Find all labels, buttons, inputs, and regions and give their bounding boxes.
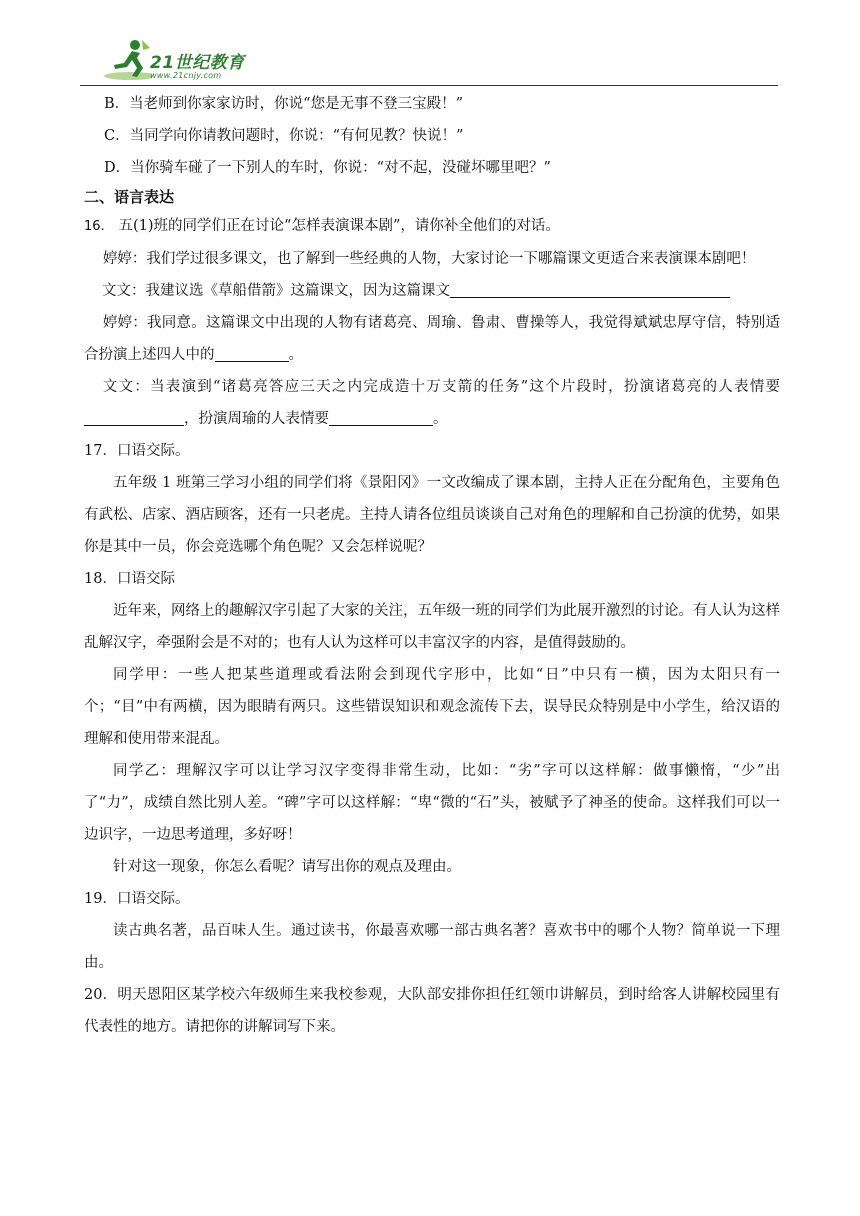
answer-blank[interactable] — [450, 281, 730, 298]
q18-paragraph-3: 同学乙：理解汉字可以让学习汉字变得非常生动，比如：“劣”字可以这样解：做事懒惰，“少”出了“力”，成绩自然比别人差。“碑”字可以这样解：“卑“微的“石”头，被赋予了神圣的使命。这样我们可以一边识字，一边思考道理，多好呀！ — [84, 763, 780, 843]
logo-url: www.21cnjy.com — [150, 71, 222, 80]
page-header — [80, 38, 778, 86]
q16-dialog-4-text-b: ，扮演周瑜的人表情要 — [184, 411, 329, 427]
answer-blank[interactable] — [329, 409, 433, 426]
option-d: D．当你骑车碰了一下别人的车时，你说：“对不起，没碰坏哪里吧？” — [104, 160, 551, 176]
q16-dialog-4-text-a: 文文：当表演到“诸葛亮答应三天之内完成造十万支箭的任务”这个片段时，扮演诸葛亮的人表情要 — [102, 379, 780, 395]
header-rule — [80, 85, 778, 86]
page-content — [84, 88, 780, 1043]
q19-title: 19．口语交际。 — [84, 891, 190, 907]
q18-title: 18．口语交际 — [84, 571, 175, 587]
q16-stem-text: 五(1)班的同学们正在讨论“怎样表演课本剧”，请你补全他们的对话。 — [118, 218, 560, 234]
q20-body: 20．明天恩阳区某学校六年级师生来我校参观，大队部安排你担任红领巾讲解员，到时给客人讲解校园里有代表性的地方。请把你的讲解词写下来。 — [84, 987, 780, 1035]
logo-text: 21世纪教育 — [150, 53, 245, 73]
option-b: B．当老师到你家家访时，你说“您是无事不登三宝殿！” — [104, 96, 463, 112]
q16-dialog-3-end: 。 — [288, 347, 303, 363]
q16-dialog-3 — [84, 307, 780, 371]
q19-body: 读古典名著，品百味人生。通过读书，你最喜欢哪一部古典名著？喜欢书中的哪个人物？简单说一下理由。 — [84, 923, 780, 971]
q16-number: 16. — [84, 219, 105, 234]
answer-blank[interactable] — [84, 409, 184, 426]
q16-dialog-2-text: 文文：我建议选《草船借箭》这篇课文，因为这篇课文 — [102, 283, 450, 299]
q17-body: 五年级 1 班第三学习小组的同学们将《景阳冈》一文改编成了课本剧，主持人正在分配角色，主要角色有武松、店家、酒店顾客，还有一只老虎。主持人请各位组员谈谈自己对角色的理解和自己扮演的优势，如果你是其中一员，你会竞选哪个角色呢？又会怎样说呢？ — [84, 475, 780, 555]
q16-dialog-2 — [84, 275, 780, 307]
q17-title: 17．口语交际。 — [84, 443, 190, 459]
q18-paragraph-2: 同学甲：一些人把某些道理或看法附会到现代字形中，比如“日”中只有一横，因为太阳只有一个；“目”中有两横，因为眼睛有两只。这些错误知识和观念流传下去，误导民众特别是中小学生，给汉语的理解和使用带来混乱。 — [84, 667, 780, 747]
logo — [102, 38, 282, 84]
answer-blank[interactable] — [215, 345, 289, 362]
q16-dialog-1: 婷婷：我们学过很多课文，也了解到一些经典的人物，大家讨论一下哪篇课文更适合来表演课本剧吧！ — [102, 251, 756, 267]
option-c: C．当同学向你请教问题时，你说：“有何见教？快说！” — [104, 128, 464, 144]
q16-stem — [84, 210, 780, 243]
runner-logo-icon — [102, 38, 152, 82]
q16-dialog-4-end: 。 — [433, 411, 448, 427]
section-title: 二、语言表达 — [84, 188, 175, 206]
q18-paragraph-4: 针对这一现象，你怎么看呢？请写出你的观点及理由。 — [113, 859, 461, 875]
q16-dialog-4 — [84, 371, 780, 435]
q18-paragraph-1: 近年来，网络上的趣解汉字引起了大家的关注，五年级一班的同学们为此展开激烈的讨论。有人认为这样乱解汉字，牵强附会是不对的；也有人认为这样可以丰富汉字的内容，是值得鼓励的。 — [84, 603, 780, 651]
q16-dialog-3-text: 婷婷：我同意。这篇课文中出现的人物有诸葛亮、周瑜、鲁肃、曹操等人，我觉得斌斌忠厚守信，特别适合扮演上述四人中的 — [84, 315, 780, 363]
